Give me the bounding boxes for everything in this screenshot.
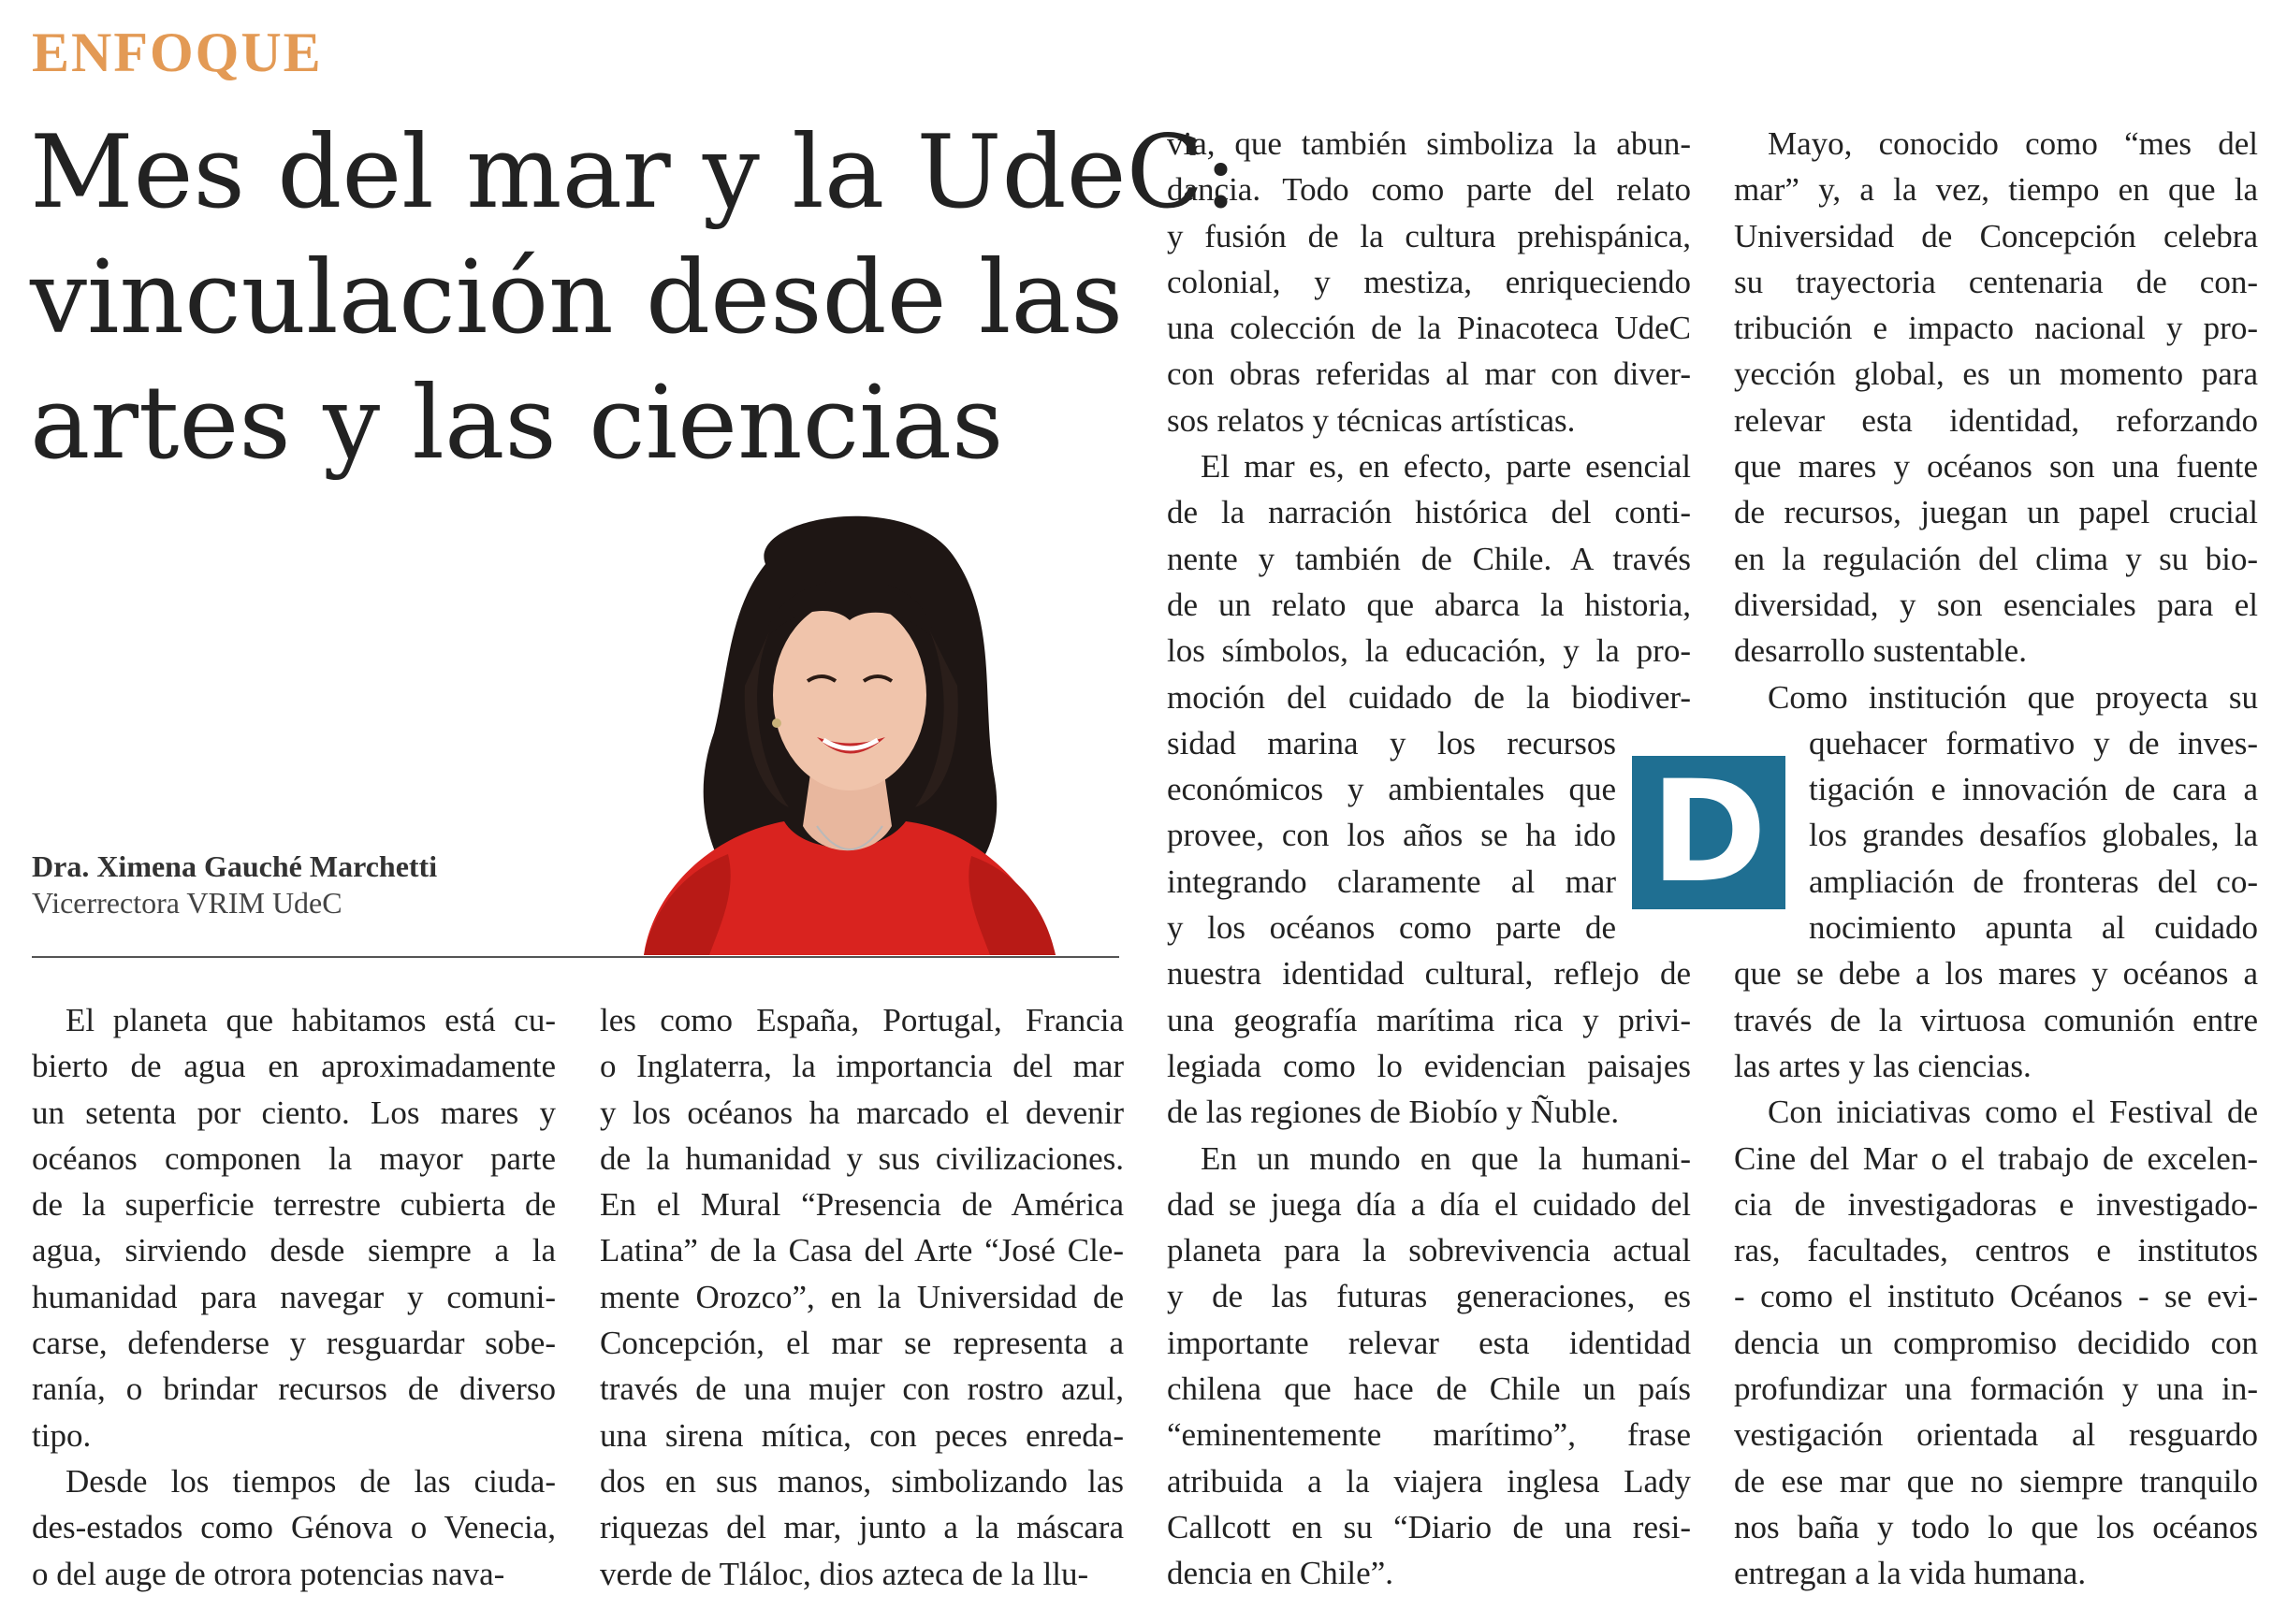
text-line: y de las futuras generaciones, es bbox=[1167, 1278, 1691, 1315]
text-line: entregan a la vida humana. bbox=[1734, 1555, 2087, 1592]
article-column-3 bbox=[1167, 121, 1691, 1597]
article-column-2 bbox=[600, 997, 1124, 1597]
text-line: El planeta que habitamos está cu- bbox=[66, 1002, 556, 1038]
headline-line: artes y las ciencias bbox=[30, 365, 1004, 482]
text-line: sidad marina y los recursos bbox=[1167, 724, 1616, 761]
text-line: través de una mujer con rostro azul, bbox=[600, 1370, 1124, 1408]
author-role: Vicerrectora VRIM UdeC bbox=[32, 886, 342, 920]
text-line: yección global, es un momento para bbox=[1734, 355, 2258, 393]
article-column-1 bbox=[32, 997, 556, 1597]
text-line: “eminentemente marítimo”, frase bbox=[1167, 1416, 1691, 1454]
text-line: ras, facultades, centros e institutos bbox=[1734, 1232, 2258, 1269]
text-line: colonial, y mestiza, enriqueciendo bbox=[1167, 263, 1691, 300]
text-line: su trayectoria centenaria de con- bbox=[1734, 263, 2258, 300]
text-line: de las regiones de Biobío y Ñuble. bbox=[1167, 1094, 1620, 1131]
text-line: Como institución que proyecta su bbox=[1768, 678, 2258, 716]
text-line: tipo. bbox=[32, 1416, 92, 1454]
text-line: provee, con los años se ha ido bbox=[1167, 817, 1616, 854]
text-line: En el Mural “Presencia de América bbox=[600, 1186, 1124, 1224]
text-line: una sirena mítica, con peces enreda- bbox=[600, 1416, 1124, 1454]
text-line: y los océanos ha marcado el devenir bbox=[600, 1094, 1124, 1131]
text-line: los grandes desafíos globales, la bbox=[1809, 817, 2258, 854]
text-line: ampliación de fronteras del co- bbox=[1809, 863, 2258, 900]
author-portrait bbox=[625, 499, 1063, 955]
text-line: de la humanidad y sus civilizaciones. bbox=[600, 1139, 1124, 1177]
text-line: - como el instituto Océanos - se evi- bbox=[1734, 1278, 2258, 1315]
drop-cap: D bbox=[1632, 756, 1785, 909]
text-line: dos en sus manos, simbolizando las bbox=[600, 1462, 1124, 1500]
text-line: sos relatos y técnicas artísticas. bbox=[1167, 401, 1576, 439]
text-line: o del auge de otrora potencias nava- bbox=[32, 1555, 505, 1592]
text-line: un setenta por ciento. Los mares y bbox=[32, 1094, 556, 1131]
text-line: ranía, o brindar recursos de diverso bbox=[32, 1370, 556, 1408]
text-line: profundizar una formación y una in- bbox=[1734, 1370, 2258, 1408]
text-line: via, que también simboliza la abun- bbox=[1167, 125, 1691, 162]
text-line: des-estados como Génova o Venecia, bbox=[32, 1509, 556, 1546]
text-line: de un relato que abarca la historia, bbox=[1167, 586, 1691, 623]
text-line: legiada como lo evidencian paisajes bbox=[1167, 1047, 1691, 1084]
byline-divider bbox=[32, 956, 1119, 958]
text-line: quehacer formativo y de inves- bbox=[1809, 724, 2258, 761]
text-line: dencia en Chile”. bbox=[1167, 1555, 1393, 1592]
text-line: verde de Tláloc, dios azteca de la llu- bbox=[600, 1555, 1089, 1592]
text-line: que mares y océanos son una fuente bbox=[1734, 448, 2258, 486]
text-line: atribuida a la viajera inglesa Lady bbox=[1167, 1462, 1691, 1500]
text-line: cia de investigadoras e investigado- bbox=[1734, 1185, 2258, 1223]
text-line: diversidad, y son esenciales para el bbox=[1734, 586, 2258, 623]
text-line: las artes y las ciencias. bbox=[1734, 1047, 2032, 1084]
text-line: dad se juega día a día el cuidado del bbox=[1167, 1185, 1691, 1223]
text-line: carse, defenderse y resguardar sobe- bbox=[32, 1325, 556, 1362]
text-line: moción del cuidado de la biodiver- bbox=[1167, 678, 1691, 716]
text-line: una geografía marítima rica y privi- bbox=[1167, 1001, 1691, 1038]
text-line: riquezas del mar, junto a la máscara bbox=[600, 1509, 1124, 1546]
text-line: integrando claramente al mar bbox=[1167, 863, 1616, 900]
headline-line: Mes del mar y la UdeC: bbox=[30, 114, 1238, 231]
text-line: nuestra identidad cultural, reflejo de bbox=[1167, 955, 1691, 993]
text-line: En un mundo en que la humani- bbox=[1201, 1139, 1691, 1177]
text-line: Callcott en su “Diario de una resi- bbox=[1167, 1508, 1691, 1545]
text-line: Mayo, conocido como “mes del bbox=[1768, 125, 2258, 162]
text-line: humanidad para navegar y comuni- bbox=[32, 1278, 556, 1315]
text-line: una colección de la Pinacoteca UdeC bbox=[1167, 310, 1691, 347]
headline-line: vinculación desde las bbox=[30, 239, 1124, 356]
text-line: Con iniciativas como el Festival de bbox=[1768, 1094, 2258, 1131]
text-line: desarrollo sustentable. bbox=[1734, 632, 2027, 670]
text-line: relevar esta identidad, reforzando bbox=[1734, 401, 2258, 439]
text-line: Cine del Mar o el trabajo de excelen- bbox=[1734, 1139, 2258, 1177]
text-line: de recursos, juegan un papel crucial bbox=[1734, 494, 2258, 531]
section-label: ENFOQUE bbox=[32, 22, 323, 83]
text-line: El mar es, en efecto, parte esencial bbox=[1201, 448, 1691, 486]
text-line: través de la virtuosa comunión entre bbox=[1734, 1001, 2258, 1038]
text-line: Universidad de Concepción celebra bbox=[1734, 217, 2258, 254]
text-line: en la regulación del clima y su bio- bbox=[1734, 540, 2258, 577]
text-line: les como España, Portugal, Francia bbox=[600, 1002, 1124, 1038]
text-line: planeta para la sobrevivencia actual bbox=[1167, 1232, 1691, 1269]
text-line: o Inglaterra, la importancia del mar bbox=[600, 1048, 1124, 1085]
text-line: agua, sirviendo desde siempre a la bbox=[32, 1232, 556, 1269]
text-line: vestigación orientada al resguardo bbox=[1734, 1416, 2258, 1454]
text-line: tigación e innovación de cara a bbox=[1809, 771, 2258, 808]
text-line: con obras referidas al mar con diver- bbox=[1167, 355, 1691, 393]
text-line: bierto de agua en aproximadamente bbox=[32, 1048, 556, 1085]
text-line: y los océanos como parte de bbox=[1167, 909, 1616, 947]
text-line: chilena que hace de Chile un país bbox=[1167, 1370, 1691, 1408]
text-line: que se debe a los mares y océanos a bbox=[1734, 955, 2258, 993]
text-line: tribución e impacto nacional y pro- bbox=[1734, 310, 2258, 347]
text-line: dancia. Todo como parte del relato bbox=[1167, 171, 1691, 209]
text-line: importante relevar esta identidad bbox=[1167, 1324, 1691, 1361]
text-line: mar” y, a la vez, tiempo en que la bbox=[1734, 171, 2258, 209]
text-line: económicos y ambientales que bbox=[1167, 771, 1616, 808]
article-column-4 bbox=[1734, 121, 2258, 1597]
text-line: nocimiento apunta al cuidado bbox=[1809, 909, 2258, 947]
text-line: océanos componen la mayor parte bbox=[32, 1139, 556, 1177]
headline bbox=[30, 110, 1238, 486]
text-line: mente Orozco”, en la Universidad de bbox=[600, 1278, 1124, 1315]
author-name: Dra. Ximena Gauché Marchetti bbox=[32, 849, 438, 883]
text-line: los símbolos, la educación, y la pro- bbox=[1167, 632, 1691, 670]
text-line: nente y también de Chile. A través bbox=[1167, 540, 1691, 577]
text-line: y fusión de la cultura prehispánica, bbox=[1167, 217, 1691, 254]
text-line: nos baña y todo lo que los océanos bbox=[1734, 1508, 2258, 1545]
text-line: Desde los tiempos de las ciuda- bbox=[66, 1462, 556, 1500]
text-line: dencia un compromiso decidido con bbox=[1734, 1324, 2258, 1361]
text-line: Latina” de la Casa del Arte “José Cle- bbox=[600, 1232, 1124, 1269]
text-line: Concepción, el mar se representa a bbox=[600, 1325, 1124, 1362]
text-line: de la narración histórica del conti- bbox=[1167, 494, 1691, 531]
text-line: de la superficie terrestre cubierta de bbox=[32, 1186, 556, 1224]
text-line: de ese mar que no siempre tranquilo bbox=[1734, 1462, 2258, 1500]
